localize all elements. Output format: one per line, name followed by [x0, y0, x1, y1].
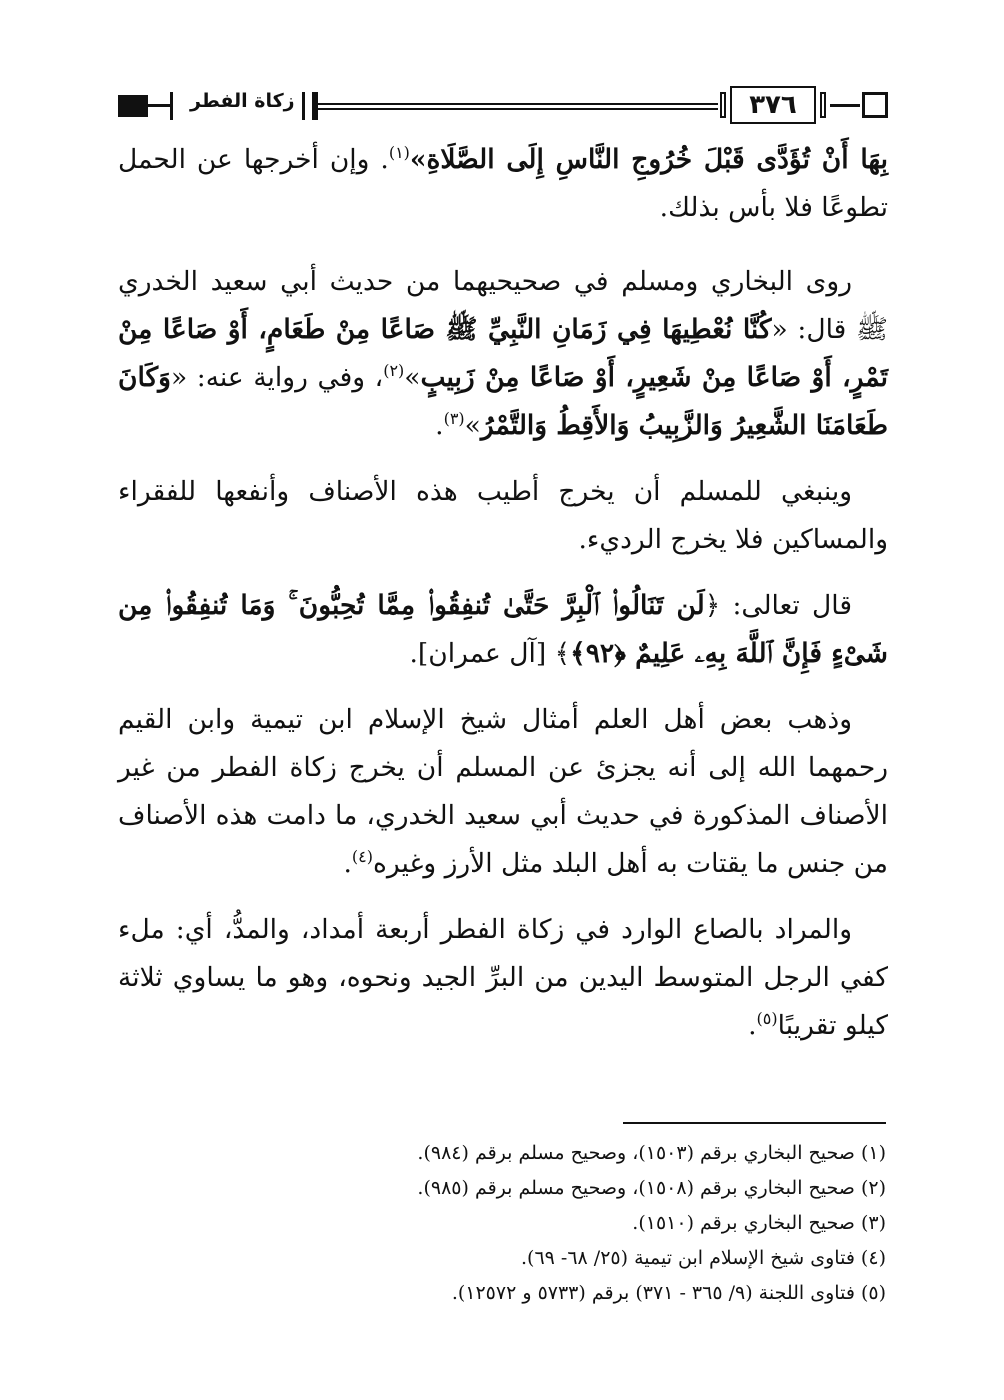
footnote-4: (٤) فتاوى شيخ الإسلام ابن تيمية (٢٥/ ٦٨- ٦٩). — [520, 1247, 886, 1269]
page-header — [112, 84, 892, 128]
paragraph-text: ، وفي رواية عنه: « — [170, 362, 384, 393]
paragraph-3 — [118, 468, 888, 564]
page-number: ٣٧٦ — [730, 86, 816, 124]
footnote-ref-2: (٢) — [383, 361, 405, 381]
hadith-quote: بِهَا أَنْ تُؤَدَّى قَبْلَ خُرُوجِ النَّاسِ إِلَى الصَّلَاةِ» — [409, 144, 888, 175]
footnote-5: (٥) فتاوى اللجنة (٩/ ٣٦٥ - ٣٧١) برقم (٥٧٣٣ و ١٢٥٧٢). — [451, 1282, 886, 1304]
paragraph-text: ﴾ [آل عمران]. — [409, 638, 571, 669]
header-rule-left-short — [148, 104, 172, 107]
quran-verse: لَن تَنَالُوا۟ ٱلْبِرَّ حَتَّىٰ تُنفِقُوا۟ مِمَّا تُحِبُّونَ ۚ وَمَا تُنفِقُوا۟ مِن شَىْءٍ فَإِنَّ ٱللَّهَ بِهِۦ عَلِيمٌ ﴿٩٢﴾ — [118, 590, 888, 669]
footnote-ref-3: (٣) — [443, 409, 465, 429]
header-divider-right — [302, 92, 305, 120]
paragraph-4 — [118, 582, 888, 678]
running-title: زكاة الفطر — [190, 90, 295, 112]
paragraph-text: وذهب بعض أهل العلم أمثال شيخ الإسلام ابن تيمية وابن القيم رحمهما الله إلى أنه يجزئ عن المسلم أن يخرج زكاة الفطر من غير الأصناف المذكورة في حديث أبي سعيد الخدري، ما دامت هذه الأصناف من جنس ما يقتات به أهل البلد مثل الأرز وغيره — [118, 704, 888, 879]
footnote-ref-1: (١) — [388, 143, 410, 163]
paragraph-text: . — [435, 410, 444, 441]
paragraph-6 — [118, 906, 888, 1050]
footnote-1: (١) صحيح البخاري برقم (١٥٠٣)، وصحيح مسلم برقم (٩٨٤). — [417, 1142, 886, 1164]
paragraph-text: وينبغي للمسلم أن يخرج أطيب هذه الأصناف وأنفعها للفقراء والمساكين فلا يخرج الرديء. — [118, 476, 888, 555]
footnote-ref-4: (٤) — [351, 847, 373, 867]
header-rule-right-short — [830, 104, 860, 107]
paragraph-text: قال تعالى: ﴿ — [704, 590, 852, 621]
footnotes — [118, 1136, 886, 1311]
paragraph-1 — [118, 136, 888, 232]
header-rule-bottom — [318, 108, 718, 110]
footnote-separator — [623, 1122, 886, 1124]
paragraph-text: . وإن أخرجها عن الحمل تطوعًا فلا بأس بذلك. — [118, 144, 888, 223]
header-ornament-left — [118, 95, 148, 117]
header-divider-left — [170, 92, 173, 120]
footnote-ref-5: (٥) — [756, 1009, 778, 1029]
paragraph-text: . — [748, 1010, 757, 1041]
quote-close: » — [404, 362, 421, 393]
paragraph-2 — [118, 258, 888, 450]
paragraph-text: روى البخاري ومسلم في صحيحيهما من حديث أبي سعيد الخدري ﷺ قال: « — [118, 266, 888, 345]
quote-close: » — [464, 410, 481, 441]
footnote-2: (٢) صحيح البخاري برقم (١٥٠٨)، وصحيح مسلم برقم (٩٨٥). — [417, 1177, 886, 1199]
paragraph-5 — [118, 696, 888, 888]
header-divider-bar — [312, 92, 318, 120]
footnote-3: (٣) صحيح البخاري برقم (١٥١٠). — [632, 1212, 886, 1234]
hadith-quote: وَكَانَ طَعَامَنَا الشَّعِيرُ وَالزَّبِيبُ وَالأَقِطُ وَالتَّمْرُ — [118, 362, 888, 441]
paragraph-text: . — [343, 848, 352, 879]
main-text — [118, 136, 888, 1068]
header-rule-top — [318, 103, 718, 105]
paragraph-text: والمراد بالصاع الوارد في زكاة الفطر أربعة أمداد، والمدُّ، أي: ملء كفي الرجل المتوسط اليدين من البرِّ الجيد ونحوه، وهو ما يساوي ثلاثة كيلو تقريبًا — [118, 914, 888, 1041]
header-ornament-right — [862, 92, 888, 118]
hadith-quote: كُنَّا نُعْطِيهَا فِي زَمَانِ النَّبِيِّ ﷺ صَاعًا مِنْ طَعَامٍ، أَوْ صَاعًا مِنْ تَمْرٍ، أَوْ صَاعًا مِنْ شَعِيرٍ، أَوْ صَاعًا مِنْ زَبِيبٍ — [118, 314, 888, 393]
